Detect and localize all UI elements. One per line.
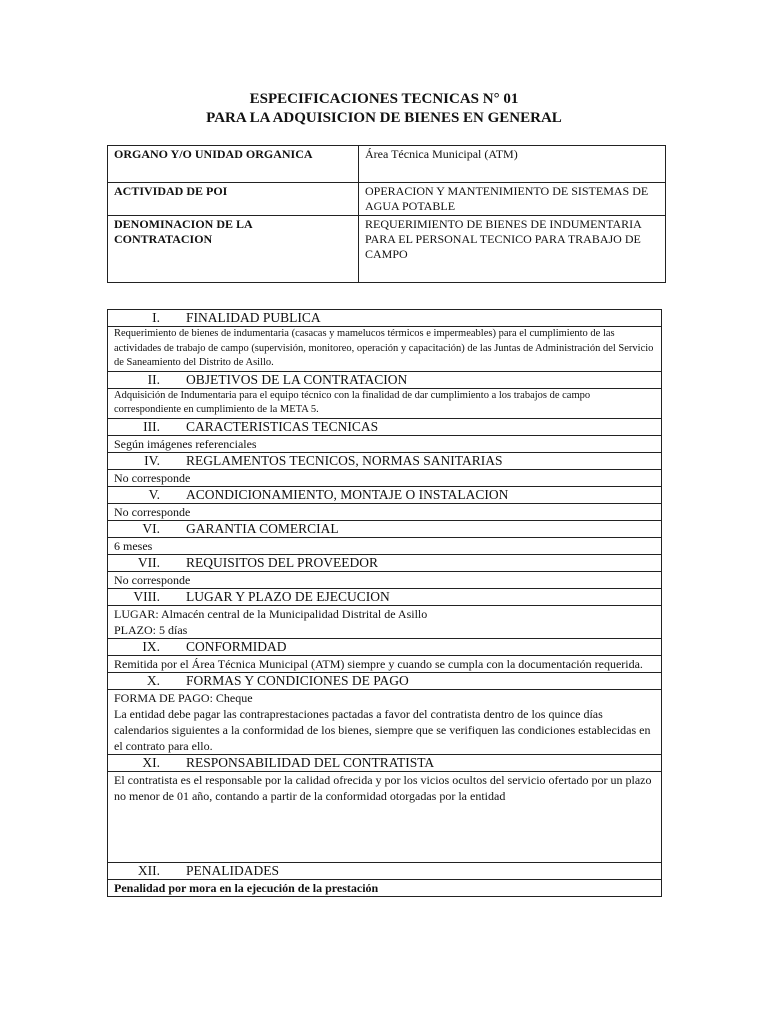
section-text: Penalidad por mora en la ejecución de la prestación: [108, 879, 662, 896]
info-label: ACTIVIDAD DE POI: [108, 183, 359, 216]
section-text: El contratista es el responsable por la calidad ofrecida y por los vicios ocultos del servicio ofertado por un plazo no menor de 01 año, contando a partir de la conformidad otorgadas por la entidad: [108, 771, 662, 862]
section-text: No corresponde: [108, 503, 662, 520]
section-number: III.: [143, 418, 160, 434]
section-header: [108, 672, 662, 689]
info-label: ORGANO Y/O UNIDAD ORGANICA: [108, 146, 359, 183]
section-header: [108, 486, 662, 503]
section-number: XII.: [137, 862, 160, 878]
section-header: [108, 862, 662, 879]
section-text: Según imágenes referenciales: [108, 435, 662, 452]
section-text: Adquisición de Indumentaria para el equipo técnico con la finalidad de dar cumplimiento a los trabajos de campo correspondiente en cumplimiento de la META 5.: [108, 388, 662, 418]
section-title: RESPONSABILIDAD DEL CONTRATISTA: [186, 754, 435, 770]
section-number: XI.: [142, 754, 160, 770]
section-body: [108, 469, 662, 486]
section-body: [108, 605, 662, 638]
section-header: [108, 520, 662, 537]
specifications-table: [107, 309, 662, 897]
section-title: PENALIDADES: [186, 862, 279, 878]
info-value: Área Técnica Municipal (ATM): [359, 146, 666, 183]
info-value: REQUERIMIENTO DE BIENES DE INDUMENTARIA PARA EL PERSONAL TECNICO PARA TRABAJO DE CAMPO: [359, 216, 666, 283]
section-text: Requerimiento de bienes de indumentaria (casacas y mamelucos térmicos e impermeables) para el cumplimiento de las actividades de trabajo de campo (supervisión, monitoreo, operación y capacitación) de las Juntas de Administración del Servicio de Saneamiento del Distrito de Asillo.: [108, 327, 662, 372]
info-table: [107, 145, 666, 283]
payment-method-text: FORMA DE PAGO: Cheque: [114, 690, 253, 705]
section-body: [108, 327, 662, 372]
document-subtitle: PARA LA ADQUISICION DE BIENES EN GENERAL: [206, 110, 562, 126]
deadline-text: PLAZO: 5 días: [114, 622, 188, 637]
section-body: [108, 571, 662, 588]
section-title: OBJETIVOS DE LA CONTRATACION: [186, 371, 408, 387]
section-title: FINALIDAD PUBLICA: [186, 310, 321, 325]
section-body: [108, 435, 662, 452]
section-header: [108, 754, 662, 771]
section-body: [108, 879, 662, 896]
section-title: GARANTIA COMERCIAL: [186, 520, 339, 536]
payment-conditions-text: La entidad debe pagar las contraprestaciones pactadas a favor del contratista dentro de los quince días calendarios siguientes a la conformidad de los bienes, siempre que se verifiquen las condiciones establecidas en el contrato para ello.: [114, 706, 651, 753]
section-header: [108, 554, 662, 571]
section-title: LUGAR Y PLAZO DE EJECUCION: [186, 588, 390, 604]
section-header: [108, 638, 662, 655]
section-body: [108, 771, 662, 862]
section-body: [108, 689, 662, 754]
section-number: V.: [148, 486, 160, 502]
section-text: 6 meses: [108, 537, 662, 554]
section-title: REQUISITOS DEL PROVEEDOR: [186, 554, 379, 570]
section-body: [108, 388, 662, 418]
info-row: [108, 216, 666, 283]
section-title: REGLAMENTOS TECNICOS, NORMAS SANITARIAS: [186, 452, 503, 468]
section-header: [108, 588, 662, 605]
section-number: I.: [152, 310, 160, 325]
section-header: [108, 418, 662, 435]
section-number: VI.: [142, 520, 160, 536]
section-text: No corresponde: [108, 571, 662, 588]
section-title: CARACTERISTICAS TECNICAS: [186, 418, 379, 434]
section-header: [108, 310, 662, 327]
section-text: Remitida por el Área Técnica Municipal (ATM) siempre y cuando se cumpla con la documentación requerida.: [108, 655, 662, 672]
section-number: IX.: [142, 638, 160, 654]
section-number: VIII.: [133, 588, 160, 604]
section-title: ACONDICIONAMIENTO, MONTAJE O INSTALACION: [186, 486, 509, 502]
section-number: X.: [146, 672, 160, 688]
section-number: VII.: [137, 554, 160, 570]
section-title: CONFORMIDAD: [186, 638, 287, 654]
section-number: IV.: [144, 452, 160, 468]
info-label: DENOMINACION DE LA CONTRATACION: [108, 216, 359, 283]
info-row: [108, 146, 666, 183]
section-number: II.: [147, 371, 160, 387]
section-body: [108, 537, 662, 554]
info-row: [108, 183, 666, 216]
section-body: [108, 503, 662, 520]
document-title: ESPECIFICACIONES TECNICAS N° 01: [249, 91, 519, 107]
section-body: [108, 655, 662, 672]
section-text: No corresponde: [108, 469, 662, 486]
place-text: LUGAR: Almacén central de la Municipalidad Distrital de Asillo: [114, 606, 428, 621]
section-header: [108, 371, 662, 388]
section-header: [108, 452, 662, 469]
section-title: FORMAS Y CONDICIONES DE PAGO: [186, 672, 409, 688]
info-value: OPERACION Y MANTENIMIENTO DE SISTEMAS DE AGUA POTABLE: [359, 183, 666, 216]
